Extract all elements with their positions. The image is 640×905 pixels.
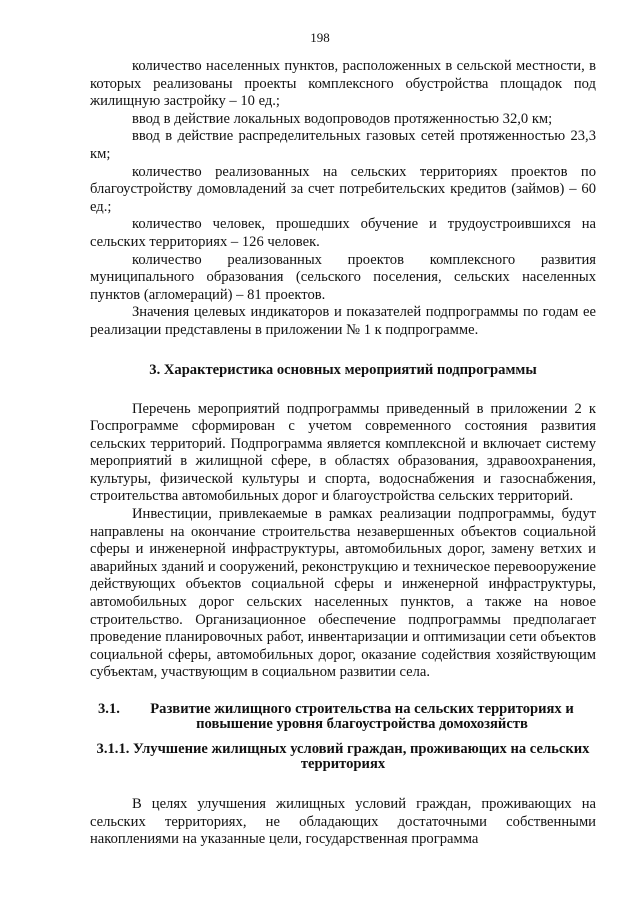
list-item: ввод в действие локальных водопроводов протяженностью 32,0 км; [132,110,553,127]
section-3-1-1-paragraph: В целях улучшения жилищных условий граждан, проживающих на сельских территориях, не обладающих достаточными собственными накоплениями на указанные цели, государственная программа [90,796,596,848]
page-number: 198 [310,30,330,45]
list-item: количество человек, прошедших обучение и трудоустроившихся на сельских территориях – 126 человек. [90,216,596,250]
list-item: количество реализованных проектов комплексного развития муниципального образования (сельского поселения, сельских населенных пунктов (агломераций) – 81 проектов. [90,251,596,303]
section-3-heading: 3. Характеристика основных мероприятий подпрограммы [149,361,537,378]
section-3-paragraph: Инвестиции, привлекаемые в рамках реализации подпрограммы, будут направлены на окончание строительства незавершенных объектов социальной сферы и инженерной инфраструктуры, автомобильных дорог, замену ветхих и аварийных зданий и сооружений, реконструкцию и техническое перевооружение действующих объектов социальной сферы и инженерной инфраструктуры, автомобильных дорог сельских населенных пунктов, а также на новое строительство. Организационное обеспечение подпрограммы предполагает проведение планировочных работ, инвентаризации и оптимизации сети объектов социальной сферы, автомобильных дорог, оказание содействия хозяйствующим субъектам, участвующим в социальном развитии села. [90,506,596,681]
list-item: ввод в действие распределительных газовых сетей протяженностью 23,3 км; [90,128,596,162]
section-3-1-number: 3.1. [98,701,120,717]
list-item: количество реализованных на сельских территориях проектов по благоустройству домовладений за счет потребительских кредитов (займов) – 60 ед.; [90,163,596,215]
section-3-1-1-heading: 3.1.1. Улучшение жилищных условий граждан, проживающих на сельских территориях [96,741,590,772]
list-item: Значения целевых индикаторов и показателей подпрограммы по годам ее реализации представлены в приложении № 1 к подпрограмме. [90,304,596,338]
section-3-1-heading [90,702,596,732]
page-content [90,58,596,849]
section-3-1-title: Развитие жилищного строительства на сельских территориях и повышение уровня благоустройства домохозяйств [150,701,574,732]
list-item: количество населенных пунктов, расположенных в сельской местности, в которых реализованы проекты комплексного обустройства площадок под жилищную застройку – 10 ед.; [90,58,596,110]
section-3-paragraph: Перечень мероприятий подпрограммы приведенный в приложении 2 к Госпрограмме сформирован с учетом современного состояния развития сельских территорий. Подпрограмма является комплексной и включает систему мероприятий в жилищной сфере, в областях образования, здравоохранения, культуры, физической культуры и спорта, водоснабжения и газоснабжения, строительства автомобильных дорог и благоустройства сельских территорий. [90,400,596,505]
